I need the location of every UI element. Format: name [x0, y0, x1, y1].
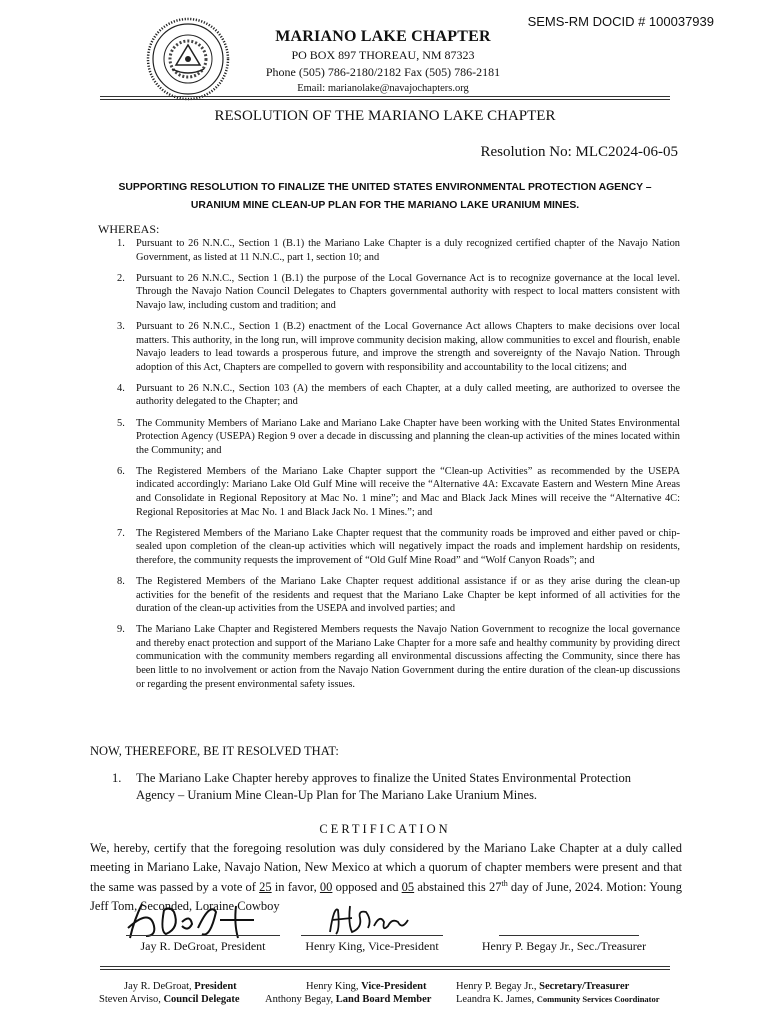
- certification-title: CERTIFICATION: [319, 822, 451, 836]
- list-item: 4. Pursuant to 26 N.N.C., Section 103 (A) the members of each Chapter, at a duly called meeting, are authorized to oversee the authority delegated to the Chapter; and: [117, 382, 680, 408]
- resolution-number: Resolution No: MLC2024-06-05: [480, 144, 678, 160]
- resolution-title: RESOLUTION OF THE MARIANO LAKE CHAPTER: [214, 108, 556, 124]
- signature-name-treasurer: Henry P. Begay Jr., Sec./Treasurer: [481, 939, 647, 953]
- list-item: 1. Pursuant to 26 N.N.C., Section 1 (B.1) the Mariano Lake Chapter is a duly recognized certified chapter of the Navajo Nation Government, as listed at 11 N.N.C., part 1, section 10; and: [117, 238, 680, 263]
- certification-text: We, hereby, certify that the foregoing resolution was duly considered by the Mariano Lake Chapter at a duly called meeting in Mariano Lake, Navajo Nation, New Mexico at which a quorum of chapter members were present and that the same was passed by a vote of 25 in favor, 00 opposed and 05 abstained this 27th day of June, 2024. Motion: Young Jeff Tom, Seconded, Loraine Cowboy: [90, 841, 682, 914]
- votes-for: 25: [259, 879, 272, 894]
- list-item: 7. The Registered Members of the Mariano Lake Chapter request that the community roads be improved and either paved or chip-sealed upon completion of the clean-up activities which will negatively impact the roads and implement hardship on residents, therefore, the community requests the improvement of “Old Gulf Mine Road” and “Wolf Canyon Roads”; and: [117, 527, 680, 566]
- signature-line-president: [126, 935, 280, 936]
- heading-line-1: SUPPORTING RESOLUTION TO FINALIZE THE UNITED STATES ENVIRONMENTAL PROTECTION AGENCY –: [118, 182, 652, 193]
- votes-opposed: 00: [319, 879, 333, 894]
- list-item: 6. The Registered Members of the Mariano Lake Chapter support the “Clean-up Activities” as recommended by the USEPA indicated accordingly: Mariano Lake Old Gulf Mine will receive the “Alternative 4A: Excavate Eastern and Western Mine Areas and Consolidate in Regional Repository at Mac No. 1 mine”; and Mac and Black Jack Mines will receive the “Alternative 4C: Regional Repositories at Mac No. 1 and Black Jack No. 1 Mines.”; and: [117, 465, 680, 518]
- header-divider: [100, 96, 670, 97]
- votes-abstained: 05: [401, 879, 415, 894]
- footer-official: Leandra K. James, Community Services Coordinator: [456, 994, 660, 1005]
- chapter-seal-image: [146, 17, 230, 101]
- vice-president-signature-image: [322, 900, 412, 940]
- chapter-address: PO BOX 897 THOREAU, NM 87323: [291, 48, 475, 62]
- footer-official: Anthony Begay, Land Board Member: [265, 994, 432, 1005]
- signature-line-vice-president: [301, 935, 443, 936]
- list-item: 8. The Registered Members of the Mariano Lake Chapter request additional assistance if or as they arise during the clean-up activities for the benefit of the residents and request that the Mariano Lake Chapter be kept informed of all activities for the duration of the clean-up activities from the USEPA and involved parties; and: [117, 575, 680, 615]
- resolved-item: 1. The Mariano Lake Chapter hereby approves to finalize the United States Environmental Protection Agency – Uranium Mine Clean-Up Plan for The Mariano Lake Uranium Mines.: [112, 771, 631, 802]
- footer-official: Steven Arviso, Council Delegate: [99, 994, 240, 1005]
- heading-line-2: URANIUM MINE CLEAN-UP PLAN FOR THE MARIANO LAKE URANIUM MINES.: [190, 200, 580, 211]
- signature-name-vice-president: Henry King, Vice-President: [305, 939, 439, 953]
- chapter-name: MARIANO LAKE CHAPTER: [275, 28, 491, 45]
- president-signature-image: [120, 898, 270, 944]
- chapter-email: Email: marianolake@navajochapters.org: [297, 83, 469, 94]
- footer-official: Henry P. Begay Jr., Secretary/Treasurer: [456, 981, 630, 992]
- document-id: SEMS-RM DOCID # 100037939: [527, 14, 714, 29]
- header-divider-2: [100, 99, 670, 100]
- footer-official: Jay R. DeGroat, President: [124, 981, 237, 992]
- chapter-phone: Phone (505) 786-2180/2182 Fax (505) 786-2181: [265, 65, 501, 79]
- signature-line-treasurer: [499, 935, 639, 936]
- resolved-label: NOW, THEREFORE, BE IT RESOLVED THAT:: [90, 744, 339, 758]
- list-item: 2. Pursuant to 26 N.N.C., Section 1 (B.1) the purpose of the Local Governance Act is to recognize governance at the local level. Through the Navajo Nation Council Delegates to Chapters governmental authority with respect to local matters consistent with Navajo law, including custom and tradition; and: [117, 272, 680, 311]
- resolution-heading: [110, 179, 660, 215]
- letterhead: [240, 28, 526, 94]
- list-item: 3. Pursuant to 26 N.N.C., Section 1 (B.2) enactment of the Local Governance Act allows Chapters to make decisions over local matters. This authority, in the long run, will improve community decision making, allow communities to excel and flourish, enable Navajo leaders to lead towards a prosperous future, and improve the strength and sovereignty of the Navajo Nation. Through adoption of this Act, Chapters are compelled to govern with responsibility and accountability to the local citizens; and: [117, 320, 680, 373]
- whereas-label: WHEREAS:: [98, 222, 160, 236]
- list-item: 9. The Mariano Lake Chapter and Registered Members requests the Navajo Nation Government to recognize the local governance and thereby enact protection and support of the Mariano Lake Chapter for a more safe and healthy community by providing direct communication with the community members regarding all environmental discussions affecting the Community, since there has been little to no involvement or action from the Navajo Nation Government during the entire duration of the clean-up discussions or regarding the present environmental safety issues.: [117, 624, 680, 690]
- footer-divider: [100, 966, 670, 967]
- signature-name-president: Jay R. DeGroat, President: [140, 939, 266, 953]
- footer-official: Henry King, Vice-President: [306, 981, 427, 992]
- footer-divider-2: [100, 969, 670, 970]
- list-item: 5. The Community Members of Mariano Lake and Mariano Lake Chapter have been working with the United States Environmental Protection Agency (USEPA) Region 9 over a decade in discussing and planning the clean-up activities of the mines located within the Community; and: [117, 417, 680, 456]
- whereas-clauses: [117, 237, 680, 699]
